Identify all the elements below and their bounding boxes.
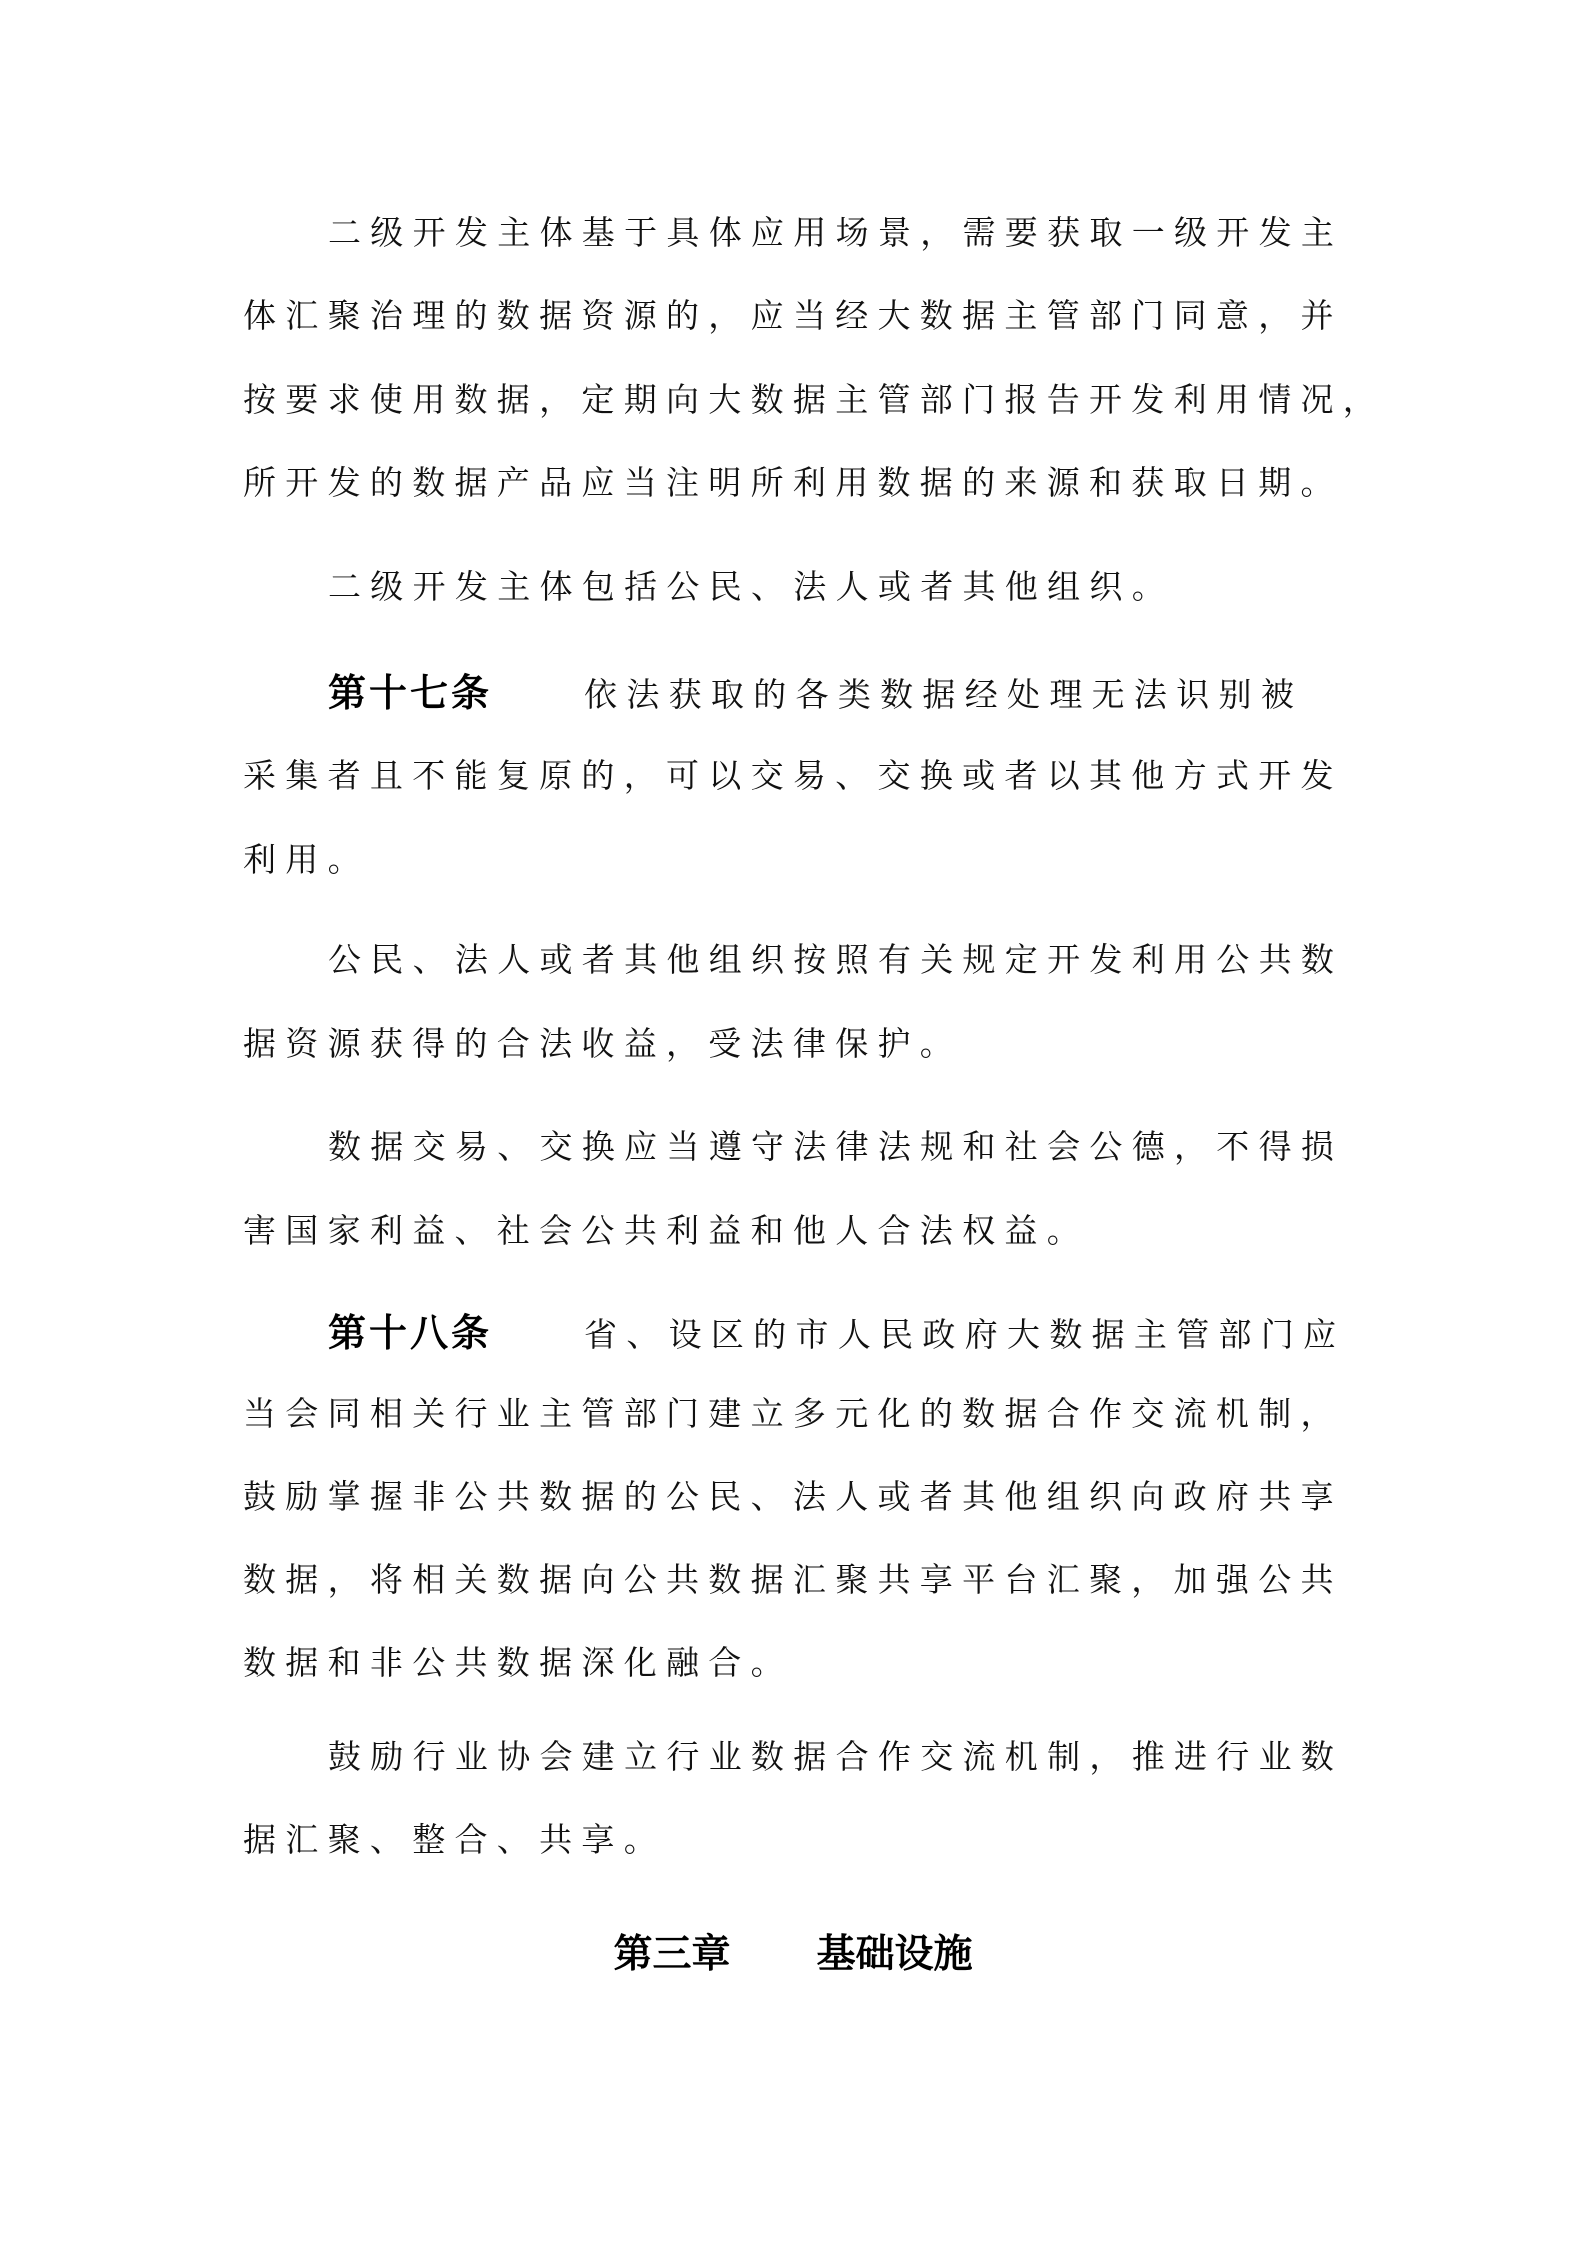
article-text: 省、设区的市人民政府大数据主管部门应	[584, 1315, 1346, 1354]
article-18-first-line	[328, 1311, 1345, 1355]
paragraph-line: 采集者且不能复原的，可以交易、交换或者以其他方式开发	[243, 756, 1343, 795]
paragraph-line: 二级开发主体包括公民、法人或者其他组织。	[328, 567, 1174, 606]
paragraph-line: 体汇聚治理的数据资源的，应当经大数据主管部门同意，并	[243, 296, 1343, 335]
article-label: 第十八条	[328, 1311, 493, 1355]
article-label: 第十七条	[328, 671, 493, 715]
paragraph-line: 鼓励掌握非公共数据的公民、法人或者其他组织向政府共享	[243, 1477, 1343, 1516]
paragraph-line: 据资源获得的合法收益，受法律保护。	[243, 1024, 963, 1063]
article-17-first-line	[328, 671, 1303, 715]
paragraph-line: 数据，将相关数据向公共数据汇聚共享平台汇聚，加强公共	[243, 1560, 1343, 1599]
paragraph-line: 按要求使用数据，定期向大数据主管部门报告开发利用情况，	[243, 380, 1386, 419]
paragraph-line: 数据交易、交换应当遵守法律法规和社会公德，不得损	[328, 1127, 1344, 1166]
chapter-number: 第三章	[613, 1932, 731, 1977]
paragraph-line: 所开发的数据产品应当注明所利用数据的来源和获取日期。	[243, 463, 1343, 502]
paragraph-line: 数据和非公共数据深化融合。	[243, 1643, 793, 1682]
paragraph-line: 鼓励行业协会建立行业数据合作交流机制，推进行业数	[328, 1737, 1344, 1776]
chapter-title: 基础设施	[816, 1932, 973, 1977]
paragraph-line: 利用。	[243, 840, 370, 879]
paragraph-line: 二级开发主体基于具体应用场景，需要获取一级开发主	[328, 213, 1344, 252]
paragraph-line: 当会同相关行业主管部门建立多元化的数据合作交流机制，	[243, 1394, 1343, 1433]
paragraph-line: 据汇聚、整合、共享。	[243, 1820, 666, 1859]
paragraph-line: 公民、法人或者其他组织按照有关规定开发利用公共数	[328, 940, 1344, 979]
article-text: 依法获取的各类数据经处理无法识别被	[584, 675, 1304, 714]
paragraph-line: 害国家利益、社会公共利益和他人合法权益。	[243, 1211, 1089, 1250]
chapter-heading	[0, 1930, 1586, 1980]
